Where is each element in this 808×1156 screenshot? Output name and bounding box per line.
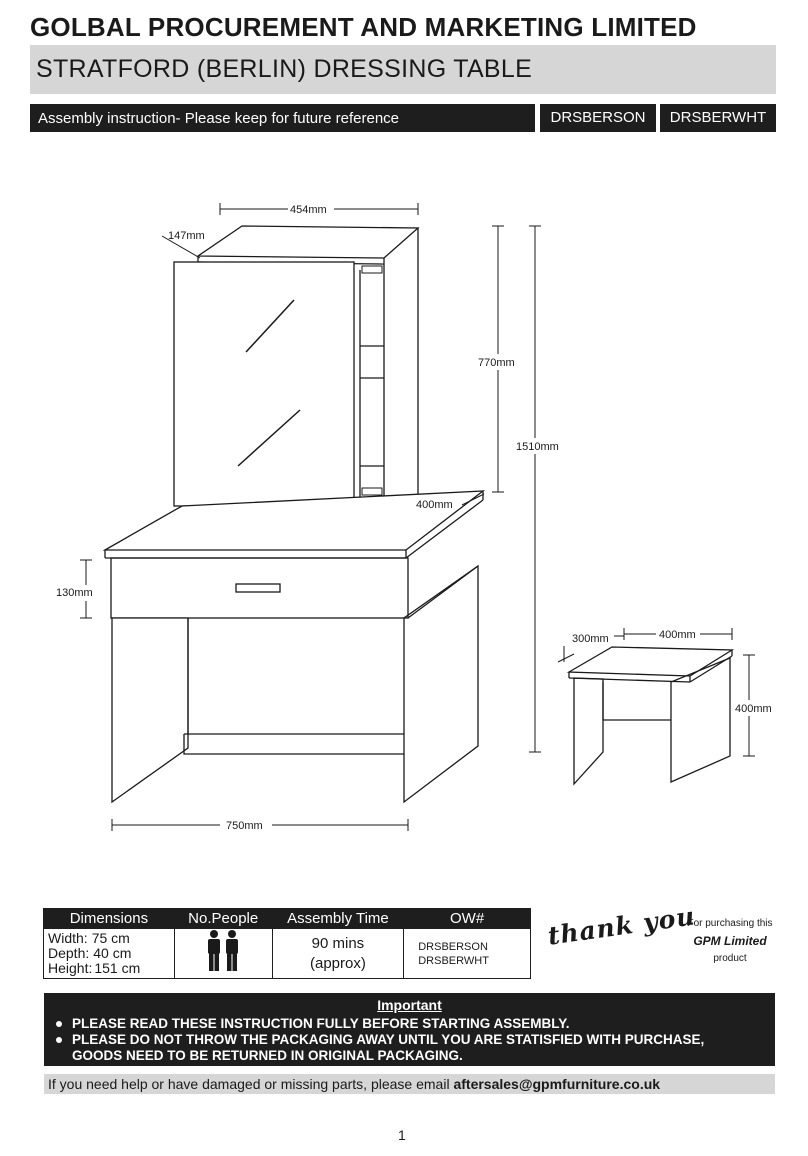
product-title: STRATFORD (BERLIN) DRESSING TABLE [36,55,533,83]
mirror-depth-label: 147mm [168,230,205,242]
stool-height-label: 400mm [735,703,772,715]
mirror-width-label: 454mm [290,204,327,216]
stool-width-label: 400mm [659,629,696,641]
important-list [56,1016,775,1048]
dim-value: 40 cm [93,945,132,961]
spec-table [43,908,531,979]
table-depth-label: 400mm [416,499,453,511]
thank-you-text: thank you [546,901,698,951]
purchase-line-3: product [713,953,747,964]
instruction-banner: Assembly instruction- Please keep for future reference [30,104,535,132]
mirror-cabinet [174,226,418,522]
purchase-line-1: For purchasing this [687,918,773,929]
ow-cell [404,929,531,979]
product-code-2: DRSBERWHT [660,104,776,132]
company-name: GOLBAL PROCUREMENT AND MARKETING LIMITED [30,12,697,42]
two-person-icon [201,929,245,973]
product-title-bar [30,45,776,94]
mirror-height-label: 770mm [478,357,515,369]
important-item-continuation: GOODS NEED TO BE RETURNED IN ORIGINAL PACKAGING. [72,1048,463,1063]
dim-label: Width: [48,930,88,946]
header-dimensions: Dimensions [44,909,175,929]
assembly-time-value: 90 mins [311,934,365,952]
header-people: No.People [174,909,272,929]
help-text: If you need help or have damaged or missing parts, please email [48,1076,454,1092]
important-title: Important [377,997,442,1013]
header-assembly-time: Assembly Time [272,909,404,929]
purchase-brand: GPM Limited [693,934,767,948]
important-item: PLEASE DO NOT THROW THE PACKAGING AWAY UNTIL YOU ARE STATISFIED WITH PURCHASE, [56,1032,775,1048]
drawer-handle [236,584,280,592]
stool-drawing [569,647,732,784]
product-code-1: DRSBERSON [540,104,656,132]
stool-depth-label: 300mm [572,633,609,645]
drawer-height-label: 130mm [56,587,93,599]
ow-code: DRSBERWHT [418,954,489,967]
people-cell [174,929,272,979]
dimensions-cell [44,929,175,979]
assembly-time-cell [272,929,404,979]
dim-label: Height: [48,960,93,976]
important-item: PLEASE READ THESE INSTRUCTION FULLY BEFORE STARTING ASSEMBLY. [56,1016,775,1032]
purchase-note [680,918,780,964]
page-number: 1 [398,1127,406,1143]
support-email-link[interactable]: aftersales@gpmfurniture.co.uk [453,1076,661,1092]
dressing-table-diagram [0,180,808,840]
ow-code: DRSBERSON [418,940,488,953]
help-bar [44,1074,775,1094]
dim-label: Depth: [48,945,90,961]
table-width-label: 750mm [226,820,263,832]
mirror-door [174,262,354,506]
dim-value: 75 cm [91,930,130,946]
dim-value: 151 cm [94,960,141,976]
important-notice [44,993,775,1066]
table-body [105,491,483,802]
header-ow: OW# [404,909,531,929]
assembly-time-note: (approx) [309,954,366,972]
total-height-label: 1510mm [516,441,559,453]
